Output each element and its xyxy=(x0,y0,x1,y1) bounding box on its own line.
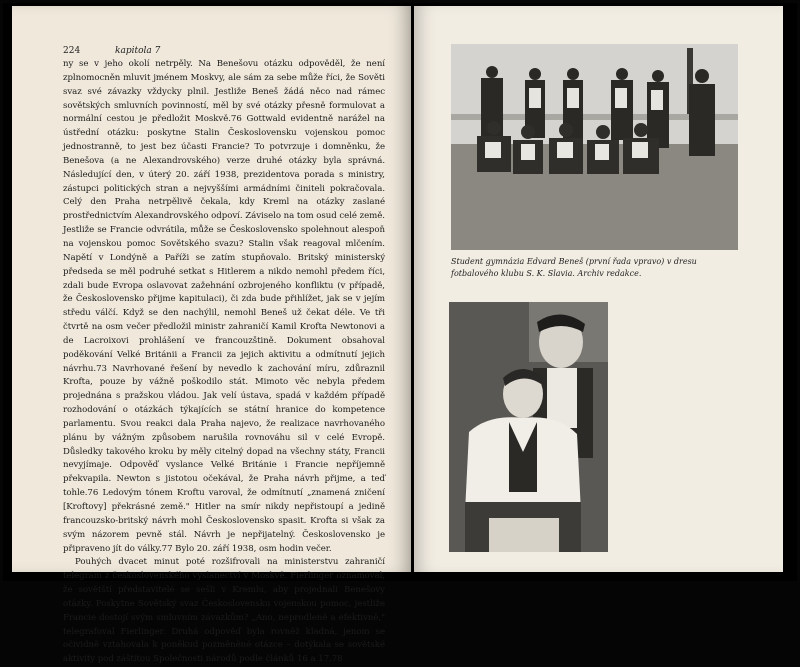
body-text xyxy=(63,58,385,665)
paragraph-2: Pouhých dvacet minut poté rozšifrovali na ministerstvu zahraničí telegram z československého vyslanectví v Moskvě. Fierlinger oznamoval, že sovětští představitelé se sešli v Kremlu, aby projednali Benešovy otázky. Poskytne Sovětský svaz Československu vojenskou pomoc, jestliže Francie dostojí svým smluvním závazkům? „Ano, neprodleně a efektivně," telegrafoval Fierlinger. Druhá odpověď byla rovněž kladná, jenom se očividně vztahovala k poněkud pozměněné otázce – dotýkala se sovětské aktivity pod záštitou Společnosti národů podle článků 16 a 17.78 xyxy=(63,557,385,665)
portrait-photo xyxy=(449,302,608,552)
page-number: 224 xyxy=(63,46,81,56)
photo-caption: Student gymnázia Edvard Beneš (první řada vpravo) v dresu fotbalového klubu S. K. Slavia. Archiv redakce. xyxy=(451,257,697,278)
paragraph-1: ny se v jeho okolí netrpěly. Na Benešovu otázku odpověděl, že není zplnomocněn mluvit jménem Moskvy, ale sám za sebe může říci, že Sověti svaz své závazky vždycky plnil. Jestliže Beneš žádá něco nad rámec sovětských smluvních povinností, měl by své otázky přesně formulovat a normální cestou je předložit Moskvě.76 Gottwald evidentně narážel na ústřední otázku: poskytne Stalin Československu vojenskou pomoc jednostranně, to jest bez účasti Francie? To potvrzuje i domněnku, že Benešova (a ne Alexandrovského) verze druhé otázky byla správná. Následující den, v úterý 20. září 1938, prezidentova porada s ministry, zástupci politických stran a nejvyššími armádními činiteli pokračovala. Celý den Praha netrpělivě čekala, kdy Kreml na otázky zaslané prostřednictvím Alexandrovského odpoví. Záviselo na tom osud celé země. Jestliže se Francie odvrátila, může se Československo spolehnout alespoň na vojenskou pomoc Sovětského svazu? Stalin však reagoval mlčením. Napětí v Londýně a Paříži se zatím stupňovalo. Britský ministerský předseda se měl podruhé setkat s Hitlerem a nikdo nemohl předem říci, zdali bude Evropa oslavovat zažehnání ozbrojeného konfliktu (v případě, že Československo přijme kapitulaci), či zda bude přihlížet, jak se v jejím středu válčí. Když se den nachýlil, nemohl Beneš už čekat déle. Ve tři čtvrtě na osm večer předložil ministr zahraničí Kamil Krofta Newtonovi a de Lacroixovi prohlášení ve francouzštině. Dokument obsahoval poděkování Velké Británii a Francii za jejich aktivitu a odmítnutí jejich návrhu.73 Navrhované řešení by nevedlo k zachování míru, zdůraznil Krofta, pouze by vážně poškodilo stát. Mimoto věc nebyla předem projednána s pražskou vládou. Jak velí ústava, spadá v každém případě rozhodování o otázkách týkajících se státní hranice do kompetence parlamentu. Svou reakci dala Praha najevo, že realizace navrhovaného plánu by vážným způsobem narušila rovnováhu sil v celé Evropě. Důsledky takového kroku by měly citelný dopad na všechny státy, Francii nevyjímaje. Odpověď vyslance Velké Británie i Francie nepříjemně překvapila. Newton s jistotou očekával, že Praha návrh přijme, a teď tohle.76 Ledovým tónem Kroftu varoval, že odmítnutí „znamená zničení [Kroftovy] překrásné země." Hitler na smír nikdy nepřistoupí a jedině francouzsko-britský návrh mohl Československo spasit. Krofta si však za svým názorem pevně stál. Návrh je nepřijatelný. Československo je připraveno jít do války.77 Bylo 20. září 1938, osm hodin večer. xyxy=(63,59,385,554)
chapter-title: kapitola 7 xyxy=(115,46,161,56)
team-photo xyxy=(451,44,738,250)
